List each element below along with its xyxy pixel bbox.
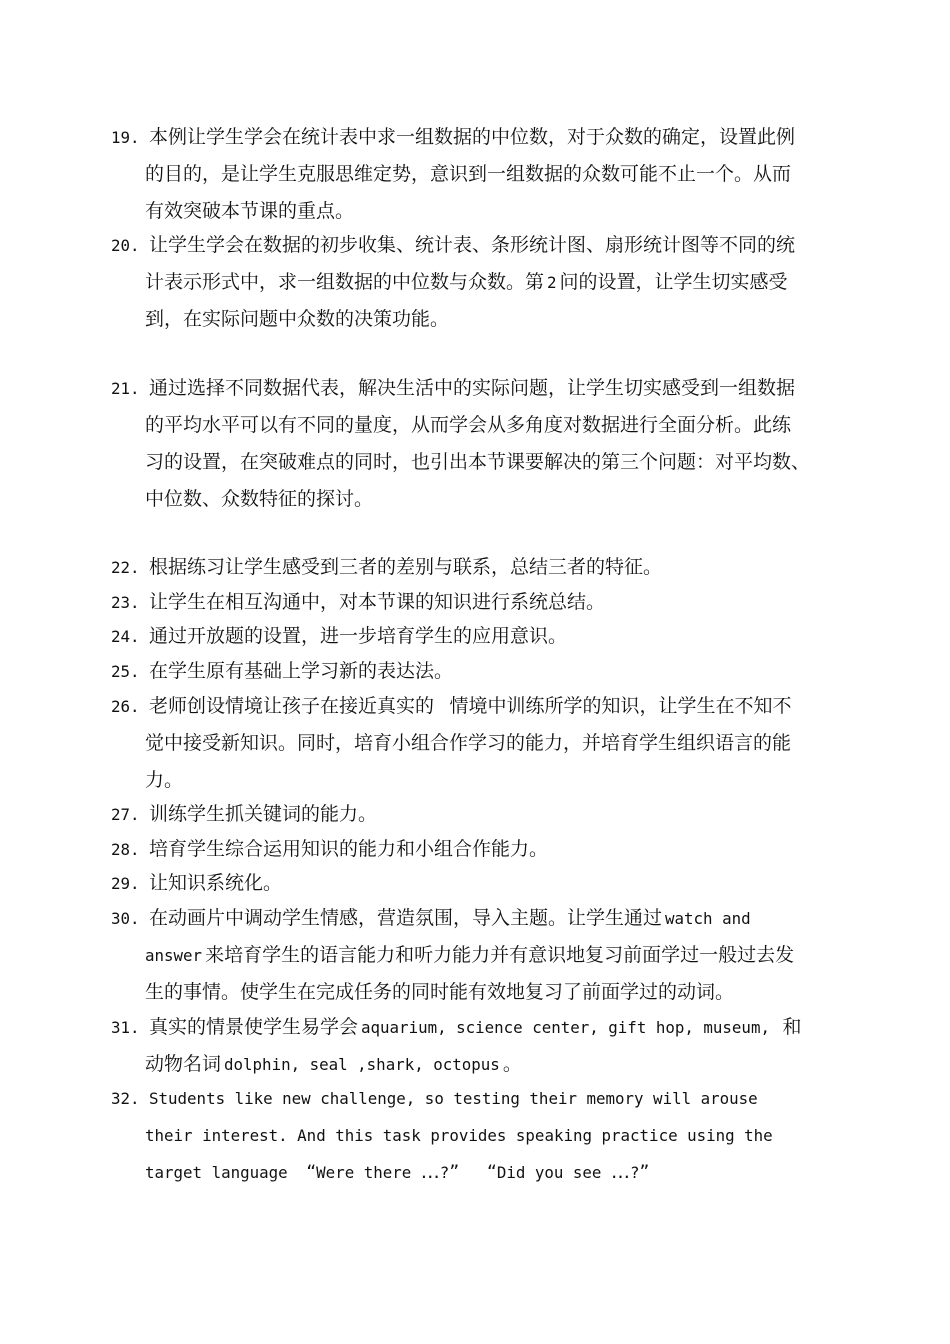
- note-item-27: [111, 796, 821, 833]
- note-item-26: [111, 688, 821, 799]
- item-text-line: answer 来培育学生的语言能力和听力能力并有意识地复习前面学过一般过去发: [145, 943, 795, 966]
- fullwidth-glyph: ”: [449, 1161, 460, 1184]
- fullwidth-glyph: “: [306, 1161, 317, 1184]
- item-text-line: 觉中接受新知识。同时，培育小组合作学习的能力，并培育学生组织语言的能: [145, 731, 792, 754]
- item-text-line: 的平均水平可以有不同的量度，从而学会从多角度对数据进行全面分析。此练: [145, 414, 792, 437]
- item-text-line: [111, 1154, 821, 1191]
- item-text-line: 通过选择不同数据代表，解决生活中的实际问题，让学生切实感受到一组数据: [149, 377, 796, 400]
- item-number: 30.: [111, 908, 140, 928]
- item-text-line: 让学生学会在数据的初步收集、统计表、条形统计图、扇形统计图等不同的统: [149, 234, 796, 257]
- latin-run: dolphin, seal ,shark, octopus: [224, 1054, 500, 1074]
- item-text-line: 在学生原有基础上学习新的表达法。: [149, 659, 454, 682]
- item-text-line: [111, 1117, 821, 1154]
- item-first-line: [111, 227, 821, 264]
- numbered-notes-list: [111, 119, 821, 1192]
- latin-run: aquarium, science center, gift hop, museum,: [361, 1017, 780, 1037]
- item-first-line: [111, 796, 821, 833]
- item-first-line: [111, 688, 821, 725]
- item-first-line: [111, 831, 821, 868]
- note-item-30: [111, 900, 821, 1011]
- item-first-line: [111, 900, 821, 937]
- item-text-line: 计表示形式中，求一组数据的中位数与众数。第 2 问的设置，让学生切实感受: [145, 271, 788, 294]
- latin-run: 2: [547, 273, 557, 293]
- item-text-line: 在动画片中调动学生情感，营造氛围，导入主题。让学生通过 watch and: [149, 906, 751, 929]
- note-item-29: [111, 865, 821, 902]
- item-first-line: [111, 865, 821, 902]
- item-text-line: 让学生在相互沟通中，对本节课的知识进行系统总结。: [149, 590, 606, 613]
- item-number: 26.: [111, 696, 140, 716]
- item-first-line: [111, 584, 821, 621]
- item-number: 20.: [111, 236, 140, 256]
- item-text-line: 根据练习让学生感受到三者的差别与联系，总结三者的特征。: [149, 556, 663, 579]
- item-text-line: 到，在实际问题中众数的决策功能。: [145, 308, 450, 331]
- item-text-line: 通过开放题的设置，进一步培育学生的应用意识。: [149, 625, 568, 648]
- item-text-line: 生的事情。使学生在完成任务的同时能有效地复习了前面学过的动词。: [145, 980, 735, 1003]
- latin-run: [468, 1163, 478, 1182]
- item-text-line: 真实的情景使学生易学会 aquarium, science center, gift hop, museum, 和: [149, 1015, 802, 1038]
- note-item-31: [111, 1009, 821, 1083]
- latin-run: Were there: [316, 1163, 421, 1183]
- item-number: 28.: [111, 839, 140, 859]
- item-text-line: 中位数、众数特征的探讨。: [145, 488, 374, 511]
- note-item-22: [111, 549, 821, 586]
- item-text-line: 动物名词 dolphin, seal ,shark, octopus 。: [145, 1052, 522, 1075]
- latin-run: watch and: [665, 908, 751, 928]
- item-number: 25.: [111, 661, 140, 681]
- fullwidth-glyph: …: [610, 1161, 630, 1184]
- item-number: 29.: [111, 874, 140, 894]
- item-text-line: 有效突破本节课的重点。: [145, 199, 355, 222]
- item-text-line: 让知识系统化。: [149, 872, 283, 895]
- item-text-line: 的目的，是让学生克服思维定势，意识到一组数据的众数可能不止一个。从而: [145, 162, 792, 185]
- note-item-24: [111, 618, 821, 655]
- item-number: 19.: [111, 127, 140, 147]
- latin-run: their interest. And this task provides speaking practice using the: [145, 1126, 773, 1146]
- latin-run: ?: [629, 1163, 640, 1183]
- note-item-32: [111, 1080, 821, 1191]
- item-number: 31.: [111, 1017, 140, 1037]
- latin-run: ?: [439, 1163, 450, 1183]
- item-text-line: 习的设置，在突破难点的同时，也引出本节课要解决的第三个问题：对平均数、: [145, 451, 811, 474]
- fullwidth-glyph: “: [486, 1161, 497, 1184]
- item-text-line: 训练学生抓关键词的能力。: [149, 803, 378, 826]
- item-first-line: [111, 1009, 821, 1046]
- latin-run: [437, 697, 447, 716]
- item-text-line: [149, 1087, 758, 1109]
- fullwidth-glyph: …: [420, 1161, 440, 1184]
- fullwidth-glyph: ”: [639, 1161, 650, 1184]
- item-text-line: 力。: [145, 768, 184, 791]
- item-first-line: [111, 1080, 821, 1117]
- latin-run: target language: [145, 1163, 298, 1183]
- item-number: 27.: [111, 805, 140, 825]
- item-first-line: [111, 618, 821, 655]
- note-item-25: [111, 653, 821, 690]
- item-text-line: 本例让学生学会在统计表中求一组数据的中位数，对于众数的确定，设置此例: [149, 125, 796, 148]
- note-item-21: [111, 370, 821, 518]
- item-text-line: 老师创设情境让孩子在接近真实的 情境中训练所学的知识，让学生在不知不: [149, 694, 792, 717]
- note-item-20: [111, 227, 821, 338]
- item-number: 21.: [111, 379, 140, 399]
- note-item-28: [111, 831, 821, 868]
- item-first-line: [111, 549, 821, 586]
- item-number: 23.: [111, 592, 140, 612]
- note-item-23: [111, 584, 821, 621]
- item-number: 32.: [111, 1089, 140, 1109]
- item-first-line: [111, 119, 821, 156]
- latin-run: Did you see: [496, 1163, 611, 1183]
- item-text-line: 培育学生综合运用知识的能力和小组合作能力。: [149, 837, 549, 860]
- item-first-line: [111, 370, 821, 407]
- note-item-19: [111, 119, 821, 230]
- item-number: 24.: [111, 627, 140, 647]
- latin-run: Students like new challenge, so testing their memory will arouse: [149, 1089, 758, 1109]
- item-number: 22.: [111, 558, 140, 578]
- item-first-line: [111, 653, 821, 690]
- latin-run: answer: [145, 945, 203, 965]
